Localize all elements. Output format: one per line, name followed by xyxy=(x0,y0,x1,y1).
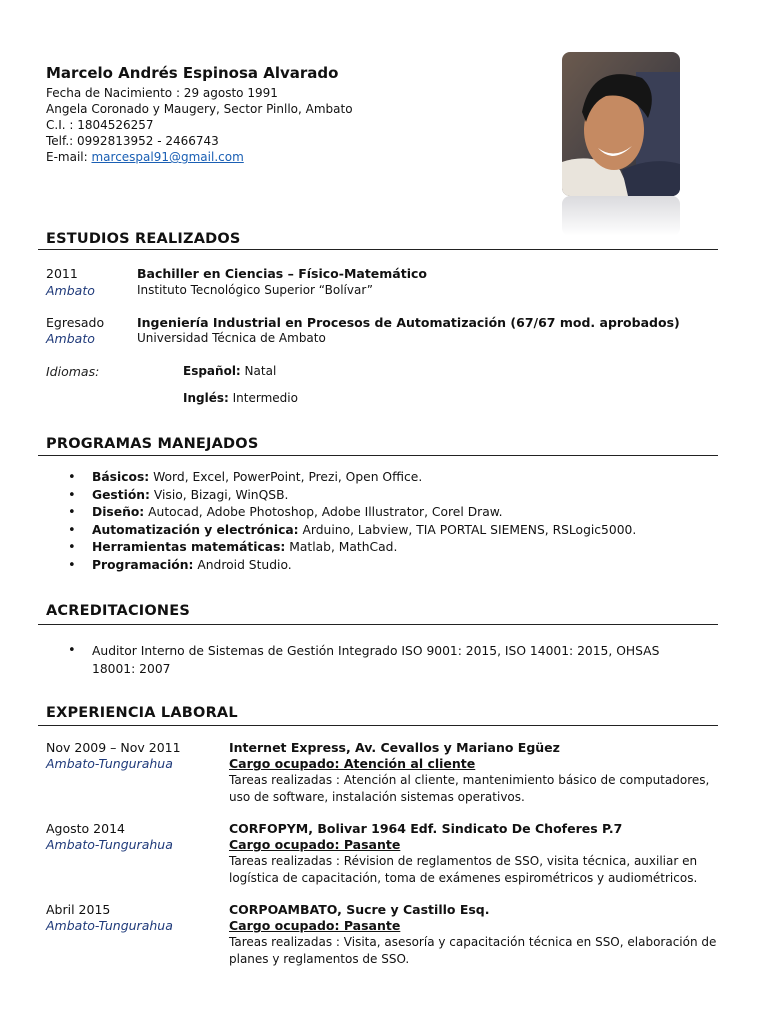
experience-rule xyxy=(38,725,718,726)
programs-title: PROGRAMAS MANEJADOS xyxy=(46,436,259,452)
education-city: Ambato xyxy=(46,331,95,346)
program-category: Herramientas matemáticas: xyxy=(92,540,286,555)
job-company: Internet Express, Av. Cevallos y Mariano Egüez xyxy=(229,740,560,755)
birth-date: Fecha de Nacimiento : 29 agosto 1991 xyxy=(46,86,278,100)
list-item xyxy=(68,522,636,540)
candidate-name: Marcelo Andrés Espinosa Alvarado xyxy=(46,64,339,82)
program-tools: Word, Excel, PowerPoint, Prezi, Open Office. xyxy=(149,470,423,484)
education-date: Egresado xyxy=(46,315,105,330)
job-date: Abril 2015 xyxy=(46,902,111,917)
program-category: Diseño: xyxy=(92,505,145,520)
job-position: Cargo ocupado: Atención al cliente xyxy=(229,756,476,771)
job-position: Cargo ocupado: Pasante xyxy=(229,837,401,852)
list-item xyxy=(68,469,636,487)
language-item xyxy=(183,391,298,405)
job-date: Nov 2009 – Nov 2011 xyxy=(46,740,181,755)
list-item xyxy=(68,539,636,557)
language-name: Inglés: xyxy=(183,391,229,405)
job-city: Ambato-Tungurahua xyxy=(46,918,173,933)
list-item xyxy=(68,487,636,505)
accreditations-title: ACREDITACIONES xyxy=(46,603,190,619)
job-tasks: Tareas realizadas : Révision de reglamentos de SSO, visita técnica, auxiliar en logística de capacitación, toma de exámenes espirométricos y audiométricos. xyxy=(229,854,698,885)
education-title: ESTUDIOS REALIZADOS xyxy=(46,231,241,247)
languages-label: Idiomas: xyxy=(46,364,100,379)
job-position: Cargo ocupado: Pasante xyxy=(229,918,401,933)
list-item: • Auditor Interno de Sistemas de Gestión Integrado ISO 9001: 2015, ISO 14001: 2015, OHSAS 18001: 2007 xyxy=(68,642,688,678)
profile-photo xyxy=(562,52,680,196)
education-degree: Bachiller en Ciencias – Físico-Matemático xyxy=(137,266,427,281)
program-category: Básicos: xyxy=(92,470,150,484)
education-date: 2011 xyxy=(46,266,78,281)
job-date: Agosto 2014 xyxy=(46,821,125,836)
experience-title: EXPERIENCIA LABORAL xyxy=(46,705,238,721)
accreditations-list xyxy=(68,642,688,678)
language-level: Natal xyxy=(240,364,277,378)
email-row xyxy=(46,149,244,165)
job-company: CORPOAMBATO, Sucre y Castillo Esq. xyxy=(229,902,490,917)
job-tasks: Tareas realizadas : Visita, asesoría y capacitación técnica en SSO, elaboración de planes y reglamentos de SSO. xyxy=(229,935,717,966)
job-city: Ambato-Tungurahua xyxy=(46,756,173,771)
education-degree: Ingeniería Industrial en Procesos de Automatización (67/67 mod. aprobados) xyxy=(137,315,680,330)
program-tools: Android Studio. xyxy=(193,557,292,572)
program-tools: Autocad, Adobe Photoshop, Adobe Illustrator, Corel Draw. xyxy=(144,505,503,520)
list-item xyxy=(68,504,636,522)
address: Angela Coronado y Maugery, Sector Pinllo, Ambato xyxy=(46,102,353,116)
email-label: E-mail: xyxy=(46,150,92,164)
program-tools: Arduino, Labview, TIA PORTAL SIEMENS, RSLogic5000. xyxy=(298,522,637,537)
education-school: Universidad Técnica de Ambato xyxy=(137,331,326,345)
education-rule xyxy=(38,249,718,250)
program-tools: Matlab, MathCad. xyxy=(285,540,398,555)
job-tasks: Tareas realizadas : Atención al cliente, mantenimiento básico de computadores, uso de software, instalación sistemas operativos. xyxy=(229,773,710,804)
job-company: CORFOPYM, Bolivar 1964 Edf. Sindicato De Choferes P.7 xyxy=(229,821,623,836)
language-level: Intermedio xyxy=(228,391,298,405)
list-item xyxy=(68,557,636,575)
accreditations-rule xyxy=(38,624,718,625)
phone: Telf.: 0992813952 - 2466743 xyxy=(46,134,219,148)
program-category: Automatización y electrónica: xyxy=(92,522,299,537)
education-city: Ambato xyxy=(46,283,95,298)
photo-reflection xyxy=(562,196,680,236)
programs-rule xyxy=(38,455,718,456)
job-city: Ambato-Tungurahua xyxy=(46,837,173,852)
email-link[interactable]: marcespal91@gmail.com xyxy=(91,150,244,164)
program-category: Gestión: xyxy=(92,487,150,502)
education-school: Instituto Tecnológico Superior “Bolívar” xyxy=(137,283,373,297)
program-tools: Visio, Bizagi, WinQSB. xyxy=(149,487,289,502)
language-name: Español: xyxy=(183,364,241,378)
programs-list xyxy=(68,469,636,575)
language-item xyxy=(183,364,276,378)
program-category: Programación: xyxy=(92,557,194,572)
id-number: C.I. : 1804526257 xyxy=(46,118,154,132)
